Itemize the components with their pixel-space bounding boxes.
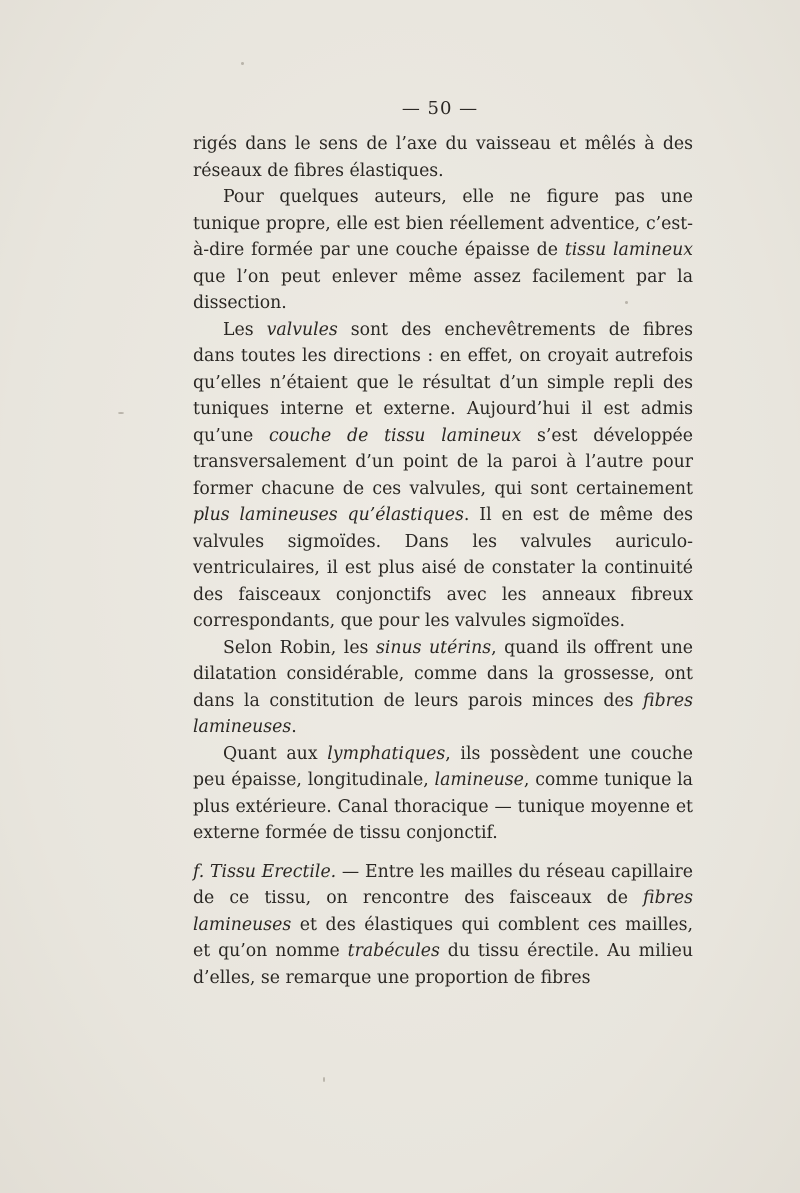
italic-term: lymphatiques [327, 743, 446, 764]
text-run: sont des enchevêtrements de fibres dans toutes les directions : en effet, on croyait autrefois qu’elles n’étaient que le résultat d’un simple repli des tuniques interne et externe. Aujourd’hui il est admis qu’une [193, 319, 693, 446]
italic-term: plus lamineuses qu’élastiques [193, 505, 464, 525]
paper-speck [118, 412, 124, 414]
text-run: Pour quelques auteurs, elle ne figure pas une tunique propre, elle est bien réellement adventice, c’est-à-dire formée par une couche épaisse de [193, 187, 693, 260]
section-heading: f. Tissu Erectile. [193, 861, 337, 882]
italic-term: fibres lamineuses [193, 888, 693, 935]
text-run: du tissu érectile. Au milieu d’elles, se remarque une proportion de fibres [193, 941, 694, 988]
italic-term: tissu lamineux [564, 240, 693, 260]
text-run: et des élastiques qui comblent ces mailles, et qu’on nomme [193, 914, 693, 961]
paragraph-2 [193, 184, 693, 317]
paragraph-1 [193, 131, 693, 184]
text-run: , quand ils offrent une dilatation considérable, comme dans la grossesse, ont dans la constitution de leurs parois minces des [193, 637, 694, 711]
paragraph-4 [193, 635, 693, 741]
paper-speck [323, 1077, 325, 1082]
text-run: Les [223, 319, 267, 340]
paragraph-1-text: rigés dans le sens de l’axe du vaisseau et mêlés à des réseaux de fibres élastiques. [193, 134, 693, 181]
page-number: — 50 — [401, 98, 479, 119]
text-run: . [291, 717, 297, 737]
italic-term: valvules [266, 319, 338, 340]
text-run: s’est développée transversalement d’un point de la paroi à l’autre pour former chacune de ces valvules, qui sont certainement [193, 425, 693, 499]
text-run: Quant aux [223, 743, 328, 764]
paper-speck [241, 62, 244, 65]
italic-term: trabécules [347, 941, 440, 961]
paragraph-5 [193, 741, 693, 847]
paragraph-3 [193, 317, 693, 635]
italic-term: sinus utérins [375, 637, 492, 658]
text-run: — Entre les mailles du réseau capillaire de ce tissu, on rencontre des faisceaux de [193, 861, 693, 908]
text-run: , ils possèdent une couche peu épaisse, longitudinale, [193, 743, 694, 790]
italic-term: fibres lamineuses [193, 690, 693, 737]
paragraph-6-tissu-erectile [193, 859, 693, 992]
text-run: , comme tunique la plus extérieure. Canal thoracique — tunique moyenne et externe formée de tissu conjonctif. [193, 770, 693, 843]
text-run: . Il en est de même des valvules sigmoïdes. Dans les valvules auriculo-ventriculaires, il est plus aisé de constater la continuité des faisceaux conjonctifs avec les anneaux fibreux correspondants, que pour les valvules sigmoïdes. [193, 505, 693, 631]
italic-term: couche de tissu lamineux [268, 425, 522, 446]
paper-speck [625, 301, 628, 304]
body-text [193, 131, 693, 991]
text-run: Selon Robin, les [223, 637, 376, 658]
text-run: que l’on peut enlever même assez facilement par la dissection. [193, 266, 693, 313]
italic-term: lamineuse [434, 770, 524, 790]
